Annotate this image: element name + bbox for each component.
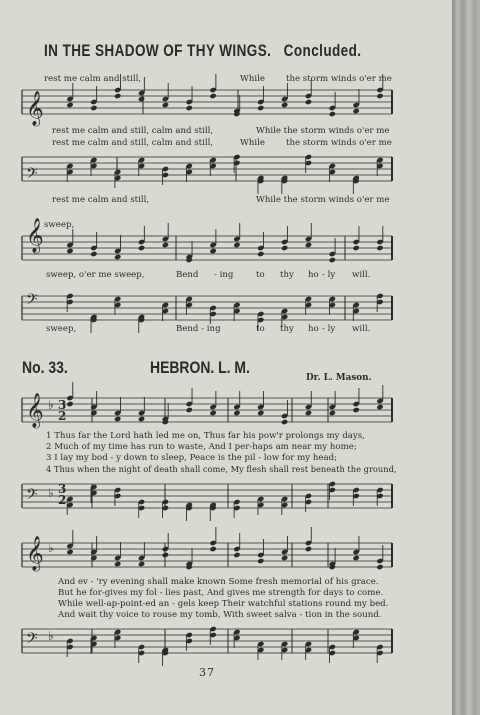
note-head (257, 251, 264, 257)
verse-line: And wait thy voice to rouse my tomb, With sweet salva - tion in the sound. (58, 610, 382, 620)
lyric-fragment: to (256, 270, 265, 280)
lyric-fragment: Bend (176, 270, 199, 280)
note-head (162, 102, 169, 108)
book-page-edges (452, 0, 480, 715)
note-head (281, 102, 288, 108)
note-head (90, 555, 97, 561)
bass-clef-icon: 𝄢 (26, 165, 38, 186)
lyric-fragment: thy (280, 324, 294, 334)
note-head (352, 555, 359, 561)
lyric-fragment: to (256, 324, 265, 334)
note-head (376, 564, 383, 570)
lyric-fragment: the storm winds o'er me (286, 138, 392, 148)
lyric-fragment: sweep, (46, 324, 77, 334)
lyric-fragment: ho (308, 270, 319, 280)
note-head (66, 248, 73, 254)
lyric-line (44, 74, 141, 85)
note-head (329, 257, 336, 263)
verse-line: 3 I lay my bod - y down to sleep, Peace is the pil - low for my head; (46, 453, 337, 463)
lyric-fragment: will. (352, 270, 371, 280)
note-head (66, 102, 73, 108)
verse-line: 2 Much of my time has run to waste, And I per-haps am near my home; (46, 442, 357, 452)
note-head (352, 407, 359, 413)
lyric-fragment: thy (280, 270, 294, 280)
lyric-fragment: Bend - ing (176, 324, 221, 334)
treble-clef-icon: 𝄞 (26, 91, 44, 126)
note-head (138, 96, 145, 102)
note-head (305, 99, 312, 105)
note-head (352, 245, 359, 251)
lyric-fragment: - ing (214, 270, 234, 280)
note-head (376, 404, 383, 410)
lyric-fragment: - ly (322, 324, 336, 334)
lyric-fragment: ho (308, 324, 319, 334)
lyric-line: sweep, (44, 220, 75, 230)
note-head (186, 105, 193, 111)
verse-line: And ev - 'ry evening shall make known Some fresh memorial of his grace. (58, 577, 379, 587)
composer: Dr. L. Mason. (306, 373, 372, 383)
hymn-number: No. 33. (22, 358, 68, 377)
lyric-fragment: sweep, o'er me sweep, (46, 270, 145, 280)
lyric-line: While the storm winds o'er me (256, 126, 390, 136)
treble-clef-icon: 𝄞 (26, 393, 44, 428)
note-head (281, 419, 288, 425)
song-title-main: IN THE SHADOW OF THY WINGS. (44, 42, 272, 60)
note-head (305, 410, 312, 416)
note-head (162, 552, 169, 558)
bass-clef-icon: 𝄢 (26, 486, 38, 507)
lyric-fragment: rest me calm and still, (44, 74, 142, 84)
tune-name: HEBRON. L. M. (150, 358, 250, 377)
note-head (352, 108, 359, 114)
lyric-fragment: While (240, 138, 265, 148)
note-head (114, 416, 121, 422)
lyric-line: rest me calm and still, calm and still, (52, 138, 214, 148)
note-head (114, 561, 121, 567)
note-head (376, 93, 383, 99)
note-head (209, 546, 216, 552)
lyric-fragment: While (240, 74, 265, 84)
note-head (138, 245, 145, 251)
note-head (233, 410, 240, 416)
flat-sign-icon: ♭ (48, 541, 54, 555)
note-head (376, 245, 383, 251)
lyric-fragment: will. (352, 324, 371, 334)
note-head (281, 555, 288, 561)
note-head (329, 410, 336, 416)
verse-line: While well-ap-point-ed an - gels keep Their watchful stations round my bed. (58, 599, 389, 609)
note-head (66, 549, 73, 555)
lyric-fragment: the storm winds o'er me (286, 74, 392, 84)
note-head (233, 552, 240, 558)
treble-clef-icon: 𝄞 (26, 218, 44, 253)
note-head (66, 401, 73, 407)
note-head (257, 105, 264, 111)
song-title-suffix: Concluded. (283, 42, 362, 60)
lyric-line: rest me calm and still, (52, 195, 150, 205)
lyric-line: rest me calm and still, calm and still, (52, 126, 214, 136)
verse-line: 1 Thus far the Lord hath led me on, Thus far his pow'r prolongs my days, (46, 431, 365, 441)
note-head (281, 245, 288, 251)
note-head (305, 242, 312, 248)
note-head (233, 242, 240, 248)
note-head (329, 111, 336, 117)
note-head (90, 251, 97, 257)
verse-line: 4 Thus when the night of death shall come, My flesh shall rest beneath the ground, (46, 464, 397, 474)
time-signature-icon: 2 (58, 409, 67, 423)
flat-sign-icon: ♭ (48, 629, 54, 643)
note-head (114, 93, 121, 99)
note-head (257, 410, 264, 416)
time-signature-icon: 3 (58, 398, 67, 412)
bass-clef-icon: 𝄢 (26, 630, 38, 651)
note-head (257, 558, 264, 564)
time-signature-icon: 3 (58, 482, 67, 496)
note-head (186, 407, 193, 413)
page-number: 37 (199, 666, 215, 679)
note-head (305, 546, 312, 552)
note-head (162, 242, 169, 248)
treble-clef-icon: 𝄞 (26, 536, 44, 571)
flat-sign-icon: ♭ (48, 398, 54, 412)
note-head (114, 254, 121, 260)
verse-line: But he for-gives my fol - lies past, And gives me strength for days to come. (58, 588, 384, 598)
note-head (90, 105, 97, 111)
note-head (90, 410, 97, 416)
bass-clef-icon: 𝄢 (26, 291, 38, 312)
lyric-fragment: - ly (322, 270, 336, 280)
flat-sign-icon: ♭ (48, 486, 54, 500)
note-head (209, 410, 216, 416)
note-head (138, 416, 145, 422)
time-signature-icon: 2 (58, 493, 67, 507)
note-head (138, 561, 145, 567)
note-head (209, 248, 216, 254)
note-head (209, 93, 216, 99)
lyric-line: While the storm winds o'er me (256, 195, 390, 205)
